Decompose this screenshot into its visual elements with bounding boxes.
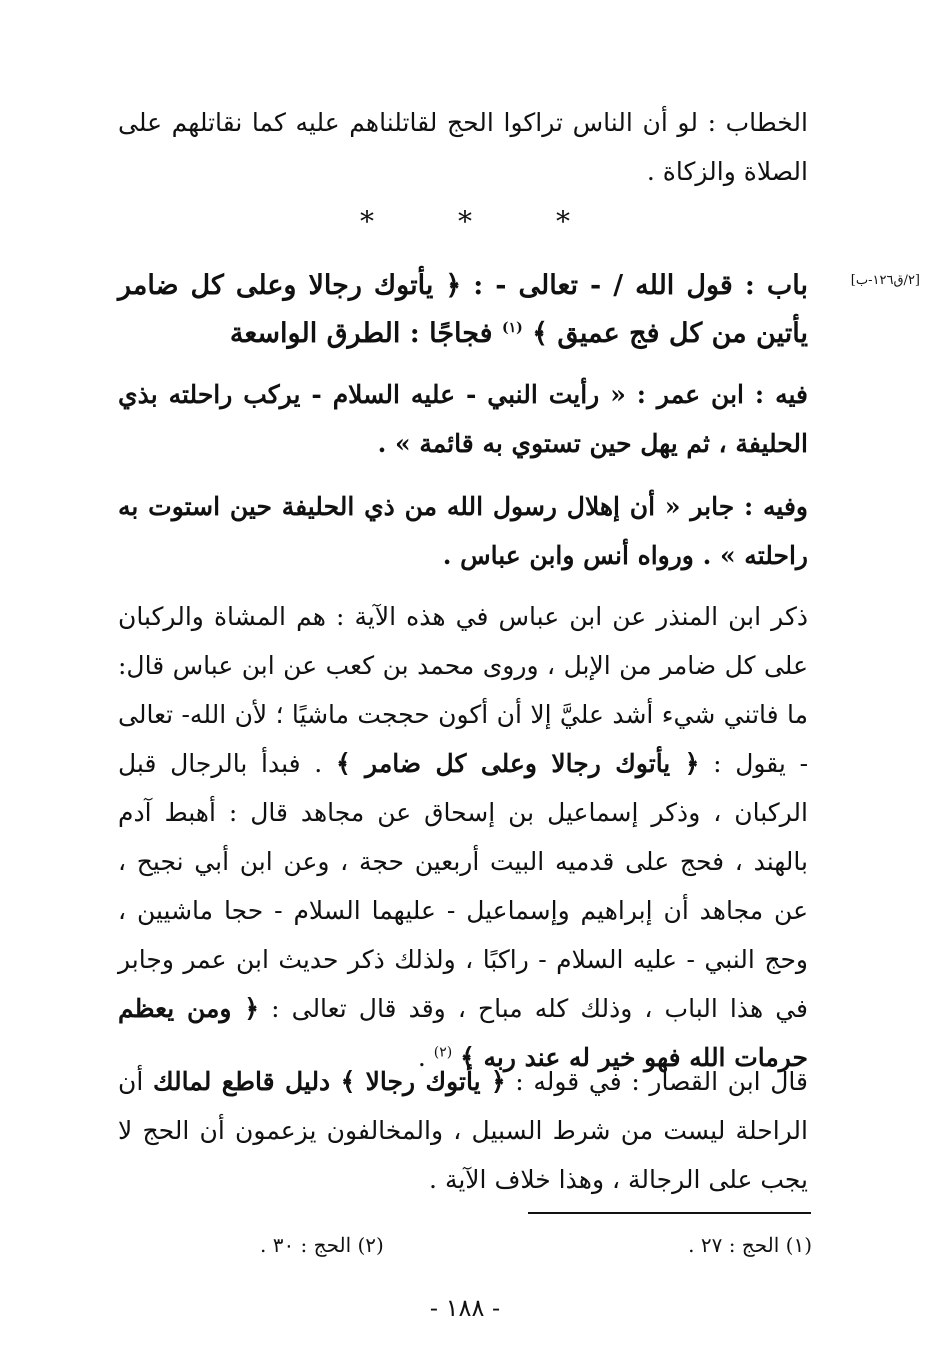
hadith-text: فيه : ابن عمر : « رأيت النبي - عليه السلام - يركب راحلته بذي الحليفة ، ثم يهل حين تستوي به قائمة » .: [118, 380, 808, 458]
commentary-text: . فبدأ بالرجال قبل الركبان ، وذكر إسماعيل بن إسحاق عن مجاهد قال : أهبط آدم بالهند ، فحج على قدميه البيت أربعين حجة ، وعن ابن أبي نجيح ، عن مجاهد أن إبراهيم وإسماعيل - عليهما السلام - حجا ماشيين ، وحج النبي - عليه السلام - راكبًا ، ولذلك ذكر حديث ابن عمر وجابر في هذا الباب ، وذلك كله مباح ، وقد قال تعالى :: [118, 749, 809, 1023]
quran-quote: ﴿ ومن يعظم حرمات الله فهو خير له عند ربه ﴾: [118, 994, 808, 1072]
chapter-heading-main: باب : قول الله / - تعالى - : ﴿ يأتوك رجالا وعلى كل ضامر يأتين من كل فج عميق ﴾: [118, 270, 808, 349]
chapter-heading-gloss: فجاجًا : الطرق الواسعة: [229, 318, 493, 349]
separator-star: *: [360, 205, 374, 238]
section-separator: [360, 204, 570, 240]
footnote-2: (٢) الحج : ٣٠ .: [260, 1233, 384, 1257]
intro-paragraph: [118, 98, 808, 196]
commentary-paragraph-1: [118, 592, 808, 1082]
quran-quote: ﴿ يأتوك رجالا ﴾ دليل قاطع لمالك: [152, 1067, 506, 1096]
footnote-divider: [528, 1212, 811, 1214]
footnotes: [260, 1228, 812, 1262]
footnote-marker: (٢): [433, 1044, 453, 1061]
commentary-end: .: [417, 1043, 426, 1072]
hadith-paragraph-2: [118, 482, 808, 580]
page-number: - ١٨٨ -: [429, 1294, 501, 1322]
hadith-paragraph-1: [118, 370, 808, 468]
commentary-text: ذكر ابن المنذر عن ابن عباس في هذه الآية : هم المشاة والركبان على كل ضامر من الإبل ، وروى محمد بن كعب عن ابن عباس قال: ما فاتني شيء أشد عليَّ إلا أن أكون حججت ماشيًا ؛ لأن الله- تعالى - يقول :: [118, 602, 809, 778]
manuscript-margin-reference: [٢/ق١٢٦-ب]: [850, 273, 920, 288]
hadith-text: وفيه : جابر « أن إهلال رسول الله من ذي الحليفة حين استوت به راحلته » . ورواه أنس وابن عباس .: [118, 492, 808, 570]
quran-quote: ﴿ يأتوك رجالا وعلى كل ضامر ﴾: [335, 749, 700, 778]
intro-text: الخطاب : لو أن الناس تراكوا الحج لقاتلناهم عليه كما نقاتلهم على الصلاة والزكاة .: [118, 108, 808, 186]
chapter-heading: [118, 262, 808, 358]
commentary-text: أن الراحلة ليست من شرط السبيل ، والمخالفون يزعمون أن الحج لا يجب على الرجالة ، وهذا خلاف الآية .: [118, 1067, 808, 1194]
commentary-paragraph-2: [118, 1057, 808, 1204]
commentary-text: قال ابن القصار : في قوله :: [515, 1067, 808, 1096]
footnote-marker: (١): [501, 320, 523, 336]
separator-star: *: [556, 205, 570, 238]
separator-star: *: [458, 205, 472, 238]
footnote-1: (١) الحج : ٢٧ .: [688, 1233, 812, 1257]
